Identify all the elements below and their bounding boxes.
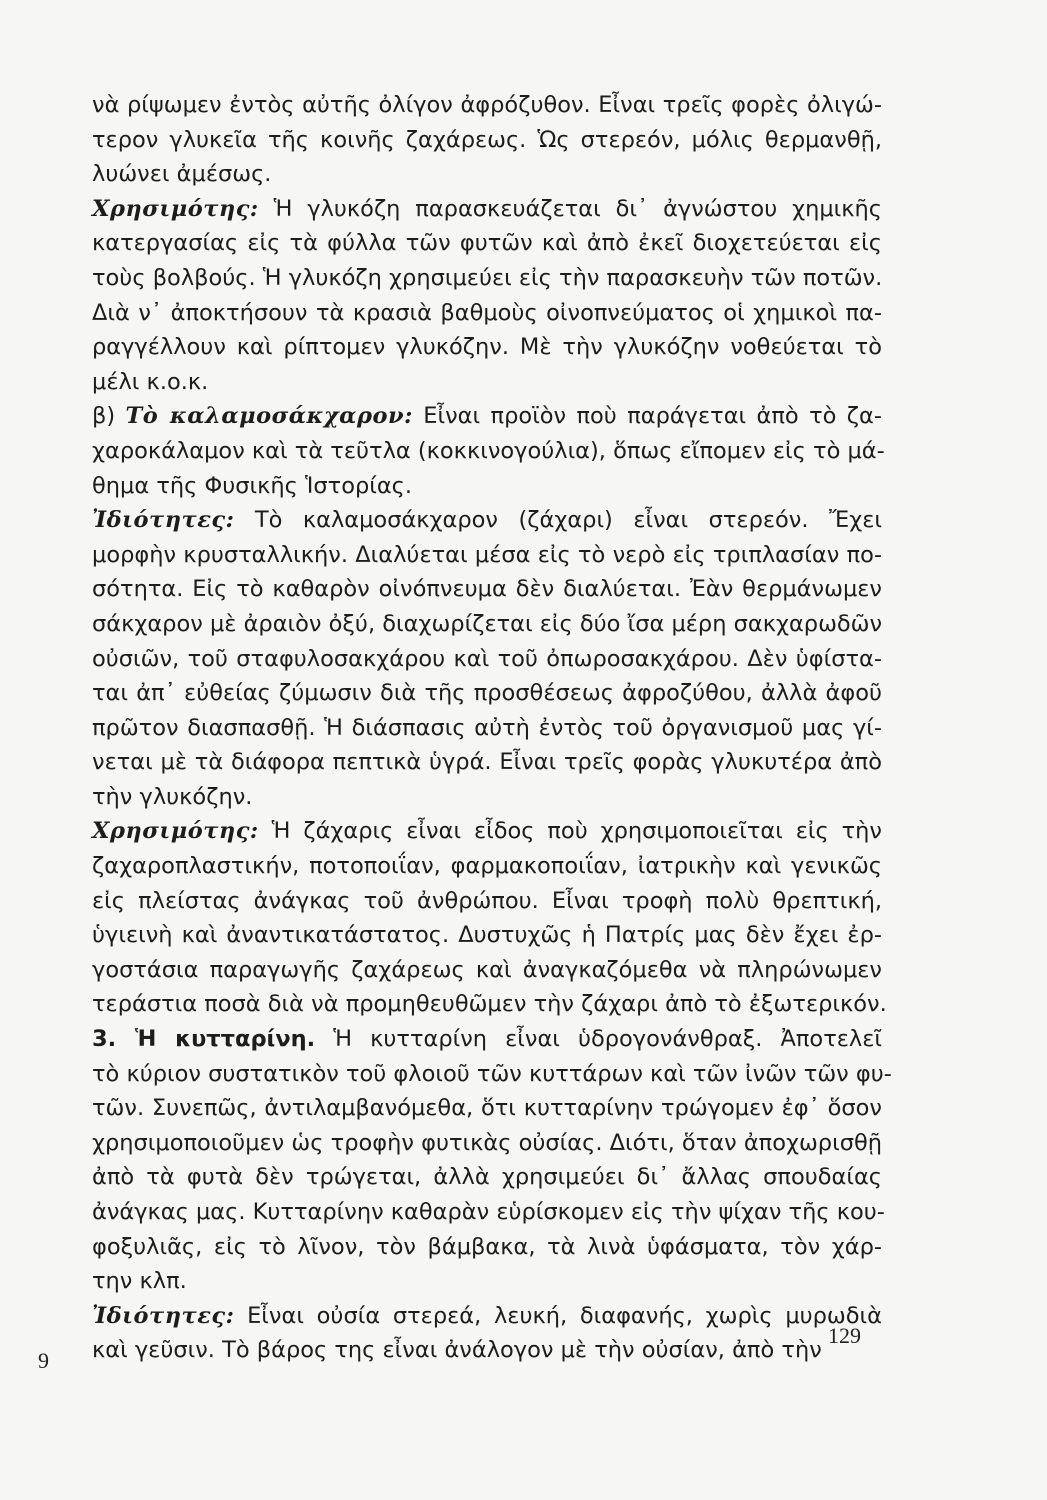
- section-heading: 3. Ἡ κυτταρίνη.: [92, 1026, 316, 1053]
- line-text: Εἶναι προϊὸν ποὺ παράγεται ἀπὸ τὸ ζα-: [412, 403, 882, 430]
- line-text: χαροκάλαμον καὶ τὰ τεῦτλα (κοκκινογούλια), ὅπως εἴπομεν εἰς τὸ μά-: [92, 437, 885, 464]
- line-text: ραγγέλλουν καὶ ρίπτομεν γλυκόζην. Μὲ τὴν γλυκόζην νοθεύεται τὸ: [92, 334, 882, 361]
- line-text: τερον γλυκεῖα τῆς κοινῆς ζαχάρεως. Ὡς στερεόν, μόλις θερμανθῇ,: [92, 126, 882, 153]
- text-line: [92, 192, 882, 227]
- line-text: την κλπ.: [92, 1268, 187, 1295]
- line-text: τῶν. Συνεπῶς, ἀντιλαμβανόμεθα, ὅτι κυτταρίνην τρώγομεν ἐφ᾽ ὅσον: [92, 1095, 882, 1122]
- text-line: [92, 780, 882, 815]
- paragraph-lead: Τὸ καλαμοσάκχαρον:: [125, 403, 413, 430]
- paragraph-lead: Ἰδιότητες:: [92, 507, 235, 534]
- text-line: [92, 1160, 882, 1195]
- text-line: [92, 1126, 882, 1161]
- text-line: [92, 987, 887, 1022]
- text-line: [92, 1195, 885, 1230]
- line-text: Ἡ γλυκόζη παρασκευάζεται δι᾽ ἀγνώστου χημικῆς: [258, 195, 882, 222]
- text-line: [92, 469, 882, 504]
- line-text: γοστάσια παραγωγῆς ζαχάρεως καὶ ἀναγκαζόμεθα νὰ πληρώνωμεν: [92, 956, 882, 983]
- text-line: [92, 503, 882, 538]
- text-line: [92, 1022, 882, 1057]
- text-line: [92, 745, 882, 780]
- text-line: [92, 572, 882, 607]
- line-text: τὴν γλυκόζην.: [92, 783, 253, 810]
- text-line: [92, 296, 882, 331]
- text-line: [92, 1057, 892, 1092]
- text-line: [92, 1333, 882, 1368]
- text-line: [92, 123, 882, 158]
- paragraph-lead: Ἰδιότητες:: [92, 1302, 235, 1329]
- line-text: κατεργασίας εἰς τὰ φύλλα τῶν φυτῶν καὶ ἀπὸ ἐκεῖ διοχετεύεται εἰς: [92, 230, 882, 257]
- line-text: λυώνει ἀμέσως.: [92, 161, 272, 188]
- line-text: νὰ ρίψωμεν ἐντὸς αὐτῆς ὀλίγον ἀφρόζυθον. Εἶναι τρεῖς φορὲς ὀλιγώ-: [92, 92, 882, 118]
- text-line: [92, 365, 882, 400]
- paragraph-lead: Χρησιμότης:: [92, 195, 259, 222]
- line-text: θημα τῆς Φυσικῆς Ἱστορίας.: [92, 472, 413, 499]
- text-line: [92, 1230, 882, 1265]
- text-line: [92, 814, 882, 849]
- text-line: [92, 676, 882, 711]
- line-text: καὶ γεῦσιν. Τὸ βάρος της εἶναι ἀνάλογον μὲ τὴν οὐσίαν, ἀπὸ τὴν: [92, 1337, 822, 1364]
- text-line: [92, 1264, 882, 1299]
- text-line: [92, 226, 882, 261]
- line-text: ζαχαροπλαστικήν, ποτοποιΐαν, φαρμακοποιΐαν, ἰατρικὴν καὶ γενικῶς: [92, 853, 882, 880]
- line-text: ἀνάγκας μας. Κυτταρίνην καθαρὰν εὑρίσκομεν εἰς τὴν ψίχαν τῆς κου-: [92, 1199, 885, 1225]
- line-text: τοὺς βολβούς. Ἡ γλυκόζη χρησιμεύει εἰς τὴν παρασκευὴν τῶν ποτῶν.: [92, 264, 883, 291]
- text-line: [92, 1091, 882, 1126]
- text-line: [92, 884, 882, 919]
- text-line: [92, 607, 882, 642]
- text-line: [92, 538, 882, 573]
- text-line: [92, 261, 882, 296]
- line-text: σάκχαρον μὲ ἀραιὸν ὀξύ, διαχωρίζεται εἰς δύο ἴσα μέρη σακχαρωδῶν: [92, 610, 883, 637]
- item-marker: β): [92, 403, 126, 430]
- text-line: [92, 711, 882, 746]
- line-text: Ἡ κυτταρίνη εἶναι ὑδρογονάνθραξ. Ἀποτελεῖ: [315, 1026, 882, 1053]
- text-line: [92, 849, 882, 884]
- line-text: ἀπὸ τὰ φυτὰ δὲν τρώγεται, ἀλλὰ χρησιμεύει δι᾽ ἄλλας σπουδαίας: [92, 1164, 882, 1191]
- text-line: [92, 399, 882, 434]
- body-text: [92, 88, 892, 1368]
- line-text: Ἡ ζάχαρις εἶναι εἶδος ποὺ χρησιμοποιεῖται εἰς τὴν: [258, 818, 882, 845]
- line-text: οὐσιῶν, τοῦ σταφυλοσακχάρου καὶ τοῦ ὀπωροσακχάρου. Δὲν ὑφίστα-: [92, 645, 882, 672]
- page-number: 129: [828, 1323, 861, 1348]
- line-text: νεται μὲ τὰ διάφορα πεπτικὰ ὑγρά. Εἶναι τρεῖς φορὰς γλυκυτέρα ἀπὸ: [92, 749, 882, 776]
- line-text: εἰς πλείστας ἀνάγκας τοῦ ἀνθρώπου. Εἶναι τροφὴ πολὺ θρεπτική,: [92, 887, 882, 914]
- line-text: πρῶτον διασπασθῇ. Ἡ διάσπασις αὐτὴ ἐντὸς τοῦ ὀργανισμοῦ μας γί-: [92, 714, 882, 741]
- paragraph-lead: Χρησιμότης:: [92, 818, 259, 845]
- line-text: χρησιμοποιοῦμεν ὡς τροφὴν φυτικὰς οὐσίας. Διότι, ὅταν ἀποχωρισθῇ: [92, 1129, 882, 1156]
- line-text: Διὰ ν᾽ ἀποκτήσουν τὰ κρασιὰ βαθμοὺς οἰνοπνεύματος οἱ χημικοὶ πα-: [92, 299, 882, 326]
- text-line: [92, 918, 882, 953]
- text-line: [92, 642, 882, 677]
- line-text: μέλι κ.ο.κ.: [92, 368, 209, 395]
- line-text: Τὸ καλαμοσάκχαρον (ζάχαρι) εἶναι στερεόν. Ἔχει: [234, 507, 882, 534]
- line-text: τὸ κύριον συστατικὸν τοῦ φλοιοῦ τῶν κυττάρων καὶ τῶν ἰνῶν τῶν φυ-: [92, 1060, 892, 1087]
- text-line: [92, 434, 885, 469]
- line-text: μορφὴν κρυσταλλικήν. Διαλύεται μέσα εἰς τὸ νερὸ εἰς τριπλασίαν πο-: [92, 541, 882, 568]
- text-line: [92, 88, 882, 123]
- text-line: [92, 157, 882, 192]
- line-text: φοξυλιᾶς, εἰς τὸ λῖνον, τὸν βάμβακα, τὰ λινὰ ὑφάσματα, τὸν χάρ-: [92, 1233, 882, 1260]
- line-text: ὑγιεινὴ καὶ ἀναντικατάστατος. Δυστυχῶς ἡ Πατρίς μας δὲν ἔχει ἐρ-: [92, 922, 882, 949]
- line-text: Εἶναι οὐσία στερεά, λευκή, διαφανής, χωρὶς μυρωδιὰ: [234, 1302, 882, 1329]
- signature-mark: 9: [38, 1348, 49, 1373]
- text-line: [92, 953, 882, 988]
- text-line: [92, 330, 882, 365]
- line-text: σότητα. Εἰς τὸ καθαρὸν οἰνόπνευμα δὲν διαλύεται. Ἐὰν θερμάνωμεν: [92, 576, 882, 603]
- line-text: ται ἀπ᾽ εὐθείας ζύμωσιν διὰ τῆς προσθέσεως ἀφροζύθου, ἀλλὰ ἀφοῦ: [92, 680, 882, 707]
- line-text: τεράστια ποσὰ διὰ νὰ προμηθευθῶμεν τὴν ζάχαρι ἀπὸ τὸ ἐξωτερικόν.: [92, 991, 887, 1018]
- text-line: [92, 1299, 882, 1334]
